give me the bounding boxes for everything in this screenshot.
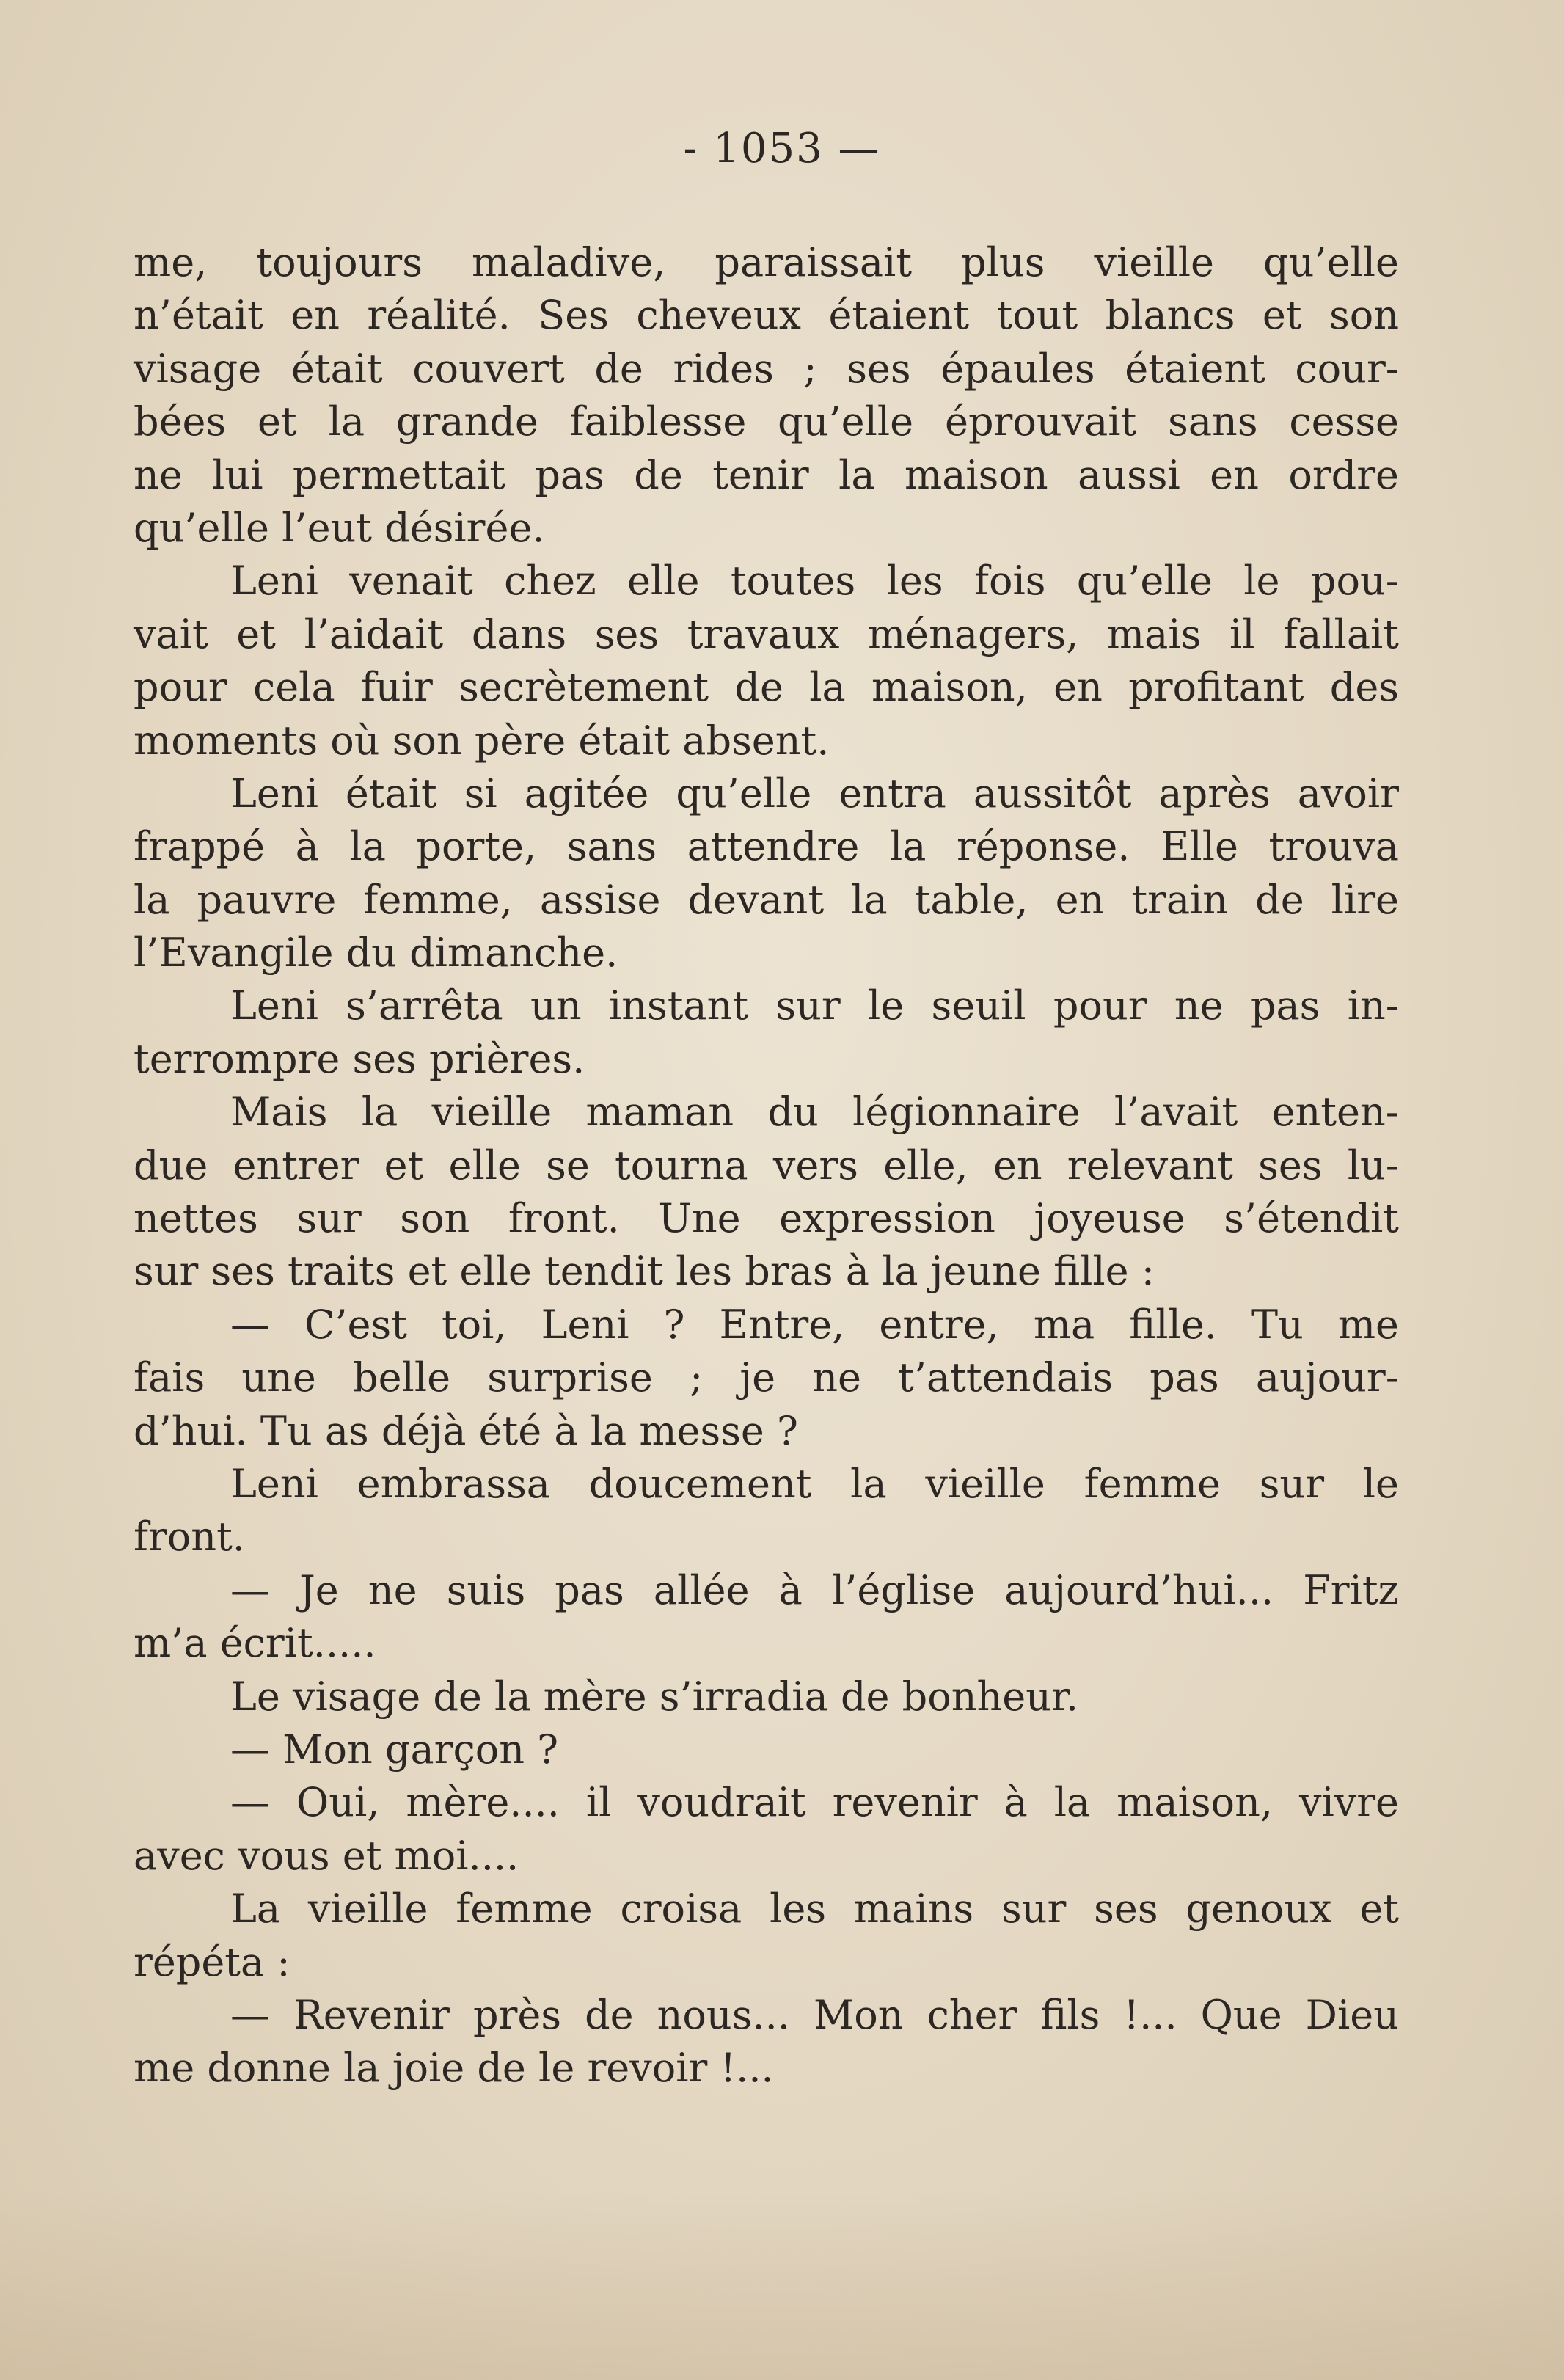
text-line: bées et la grande faiblesse qu’elle éprouvait sans cesse	[134, 398, 1399, 445]
text-line: l’Evangile du dimanche.	[134, 930, 618, 977]
text-line: Le visage de la mère s’irradia de bonheur.	[230, 1673, 1079, 1720]
text-line: avec vous et moi....	[134, 1832, 519, 1879]
text-line: moments où son père était absent.	[134, 717, 830, 764]
text-line: répéta :	[134, 1938, 290, 1985]
text-line: vait et l’aidait dans ses travaux ménagers, mais il fallait	[134, 610, 1399, 657]
text-line: — Mon garçon ?	[230, 1726, 559, 1773]
text-line: due entrer et elle se tourna vers elle, en relevant ses lu-	[134, 1142, 1399, 1189]
paper-stain	[0, 2189, 1564, 2380]
text-line: — Revenir près de nous... Mon cher fils !... Que Dieu	[230, 1991, 1399, 2038]
text-line: — Oui, mère.... il voudrait revenir à la maison, vivre	[230, 1779, 1399, 1826]
text-line: front.	[134, 1514, 245, 1560]
text-line: me, toujours maladive, paraissait plus vieille qu’elle	[134, 239, 1399, 285]
text-line: me donne la joie de le revoir !...	[134, 2045, 774, 2092]
text-line: visage était couvert de rides ; ses épaules étaient cour-	[134, 345, 1399, 392]
text-line: fais une belle surprise ; je ne t’attendais pas aujour-	[134, 1354, 1399, 1401]
text-line: La vieille femme croisa les mains sur ses genoux et	[230, 1886, 1399, 1932]
text-line: d’hui. Tu as déjà été à la messe ?	[134, 1407, 798, 1454]
text-line: n’était en réalité. Ses cheveux étaient tout blancs et son	[134, 292, 1399, 339]
page-number: - 1053 —	[683, 125, 881, 172]
text-line: Mais la vieille maman du légionnaire l’avait enten-	[230, 1089, 1399, 1136]
text-line: la pauvre femme, assise devant la table, en train de lire	[134, 876, 1399, 923]
body-text	[134, 236, 1399, 2095]
text-line: nettes sur son front. Une expression joyeuse s’étendit	[134, 1195, 1399, 1242]
text-line: pour cela fuir secrètement de la maison, en profitant des	[134, 664, 1399, 711]
text-line: Leni embrassa doucement la vieille femme sur le	[230, 1460, 1399, 1507]
text-line: sur ses traits et elle tendit les bras à la jeune fille :	[134, 1248, 1155, 1295]
text-line: Leni s’arrêta un instant sur le seuil pour ne pas in-	[230, 982, 1399, 1029]
text-line: — C’est toi, Leni ? Entre, entre, ma fille. Tu me	[230, 1301, 1399, 1348]
text-line: terrompre ses prières.	[134, 1035, 585, 1082]
text-line: Leni était si agitée qu’elle entra aussitôt après avoir	[230, 770, 1399, 817]
text-line: qu’elle l’eut désirée.	[134, 504, 545, 551]
text-line: ne lui permettait pas de tenir la maison aussi en ordre	[134, 451, 1399, 498]
text-line: — Je ne suis pas allée à l’église aujourd’hui... Fritz	[230, 1566, 1399, 1613]
text-line: Leni venait chez elle toutes les fois qu’elle le pou-	[230, 558, 1399, 605]
text-line: m’a écrit.....	[134, 1620, 376, 1667]
text-line: frappé à la porte, sans attendre la réponse. Elle trouva	[134, 823, 1399, 870]
